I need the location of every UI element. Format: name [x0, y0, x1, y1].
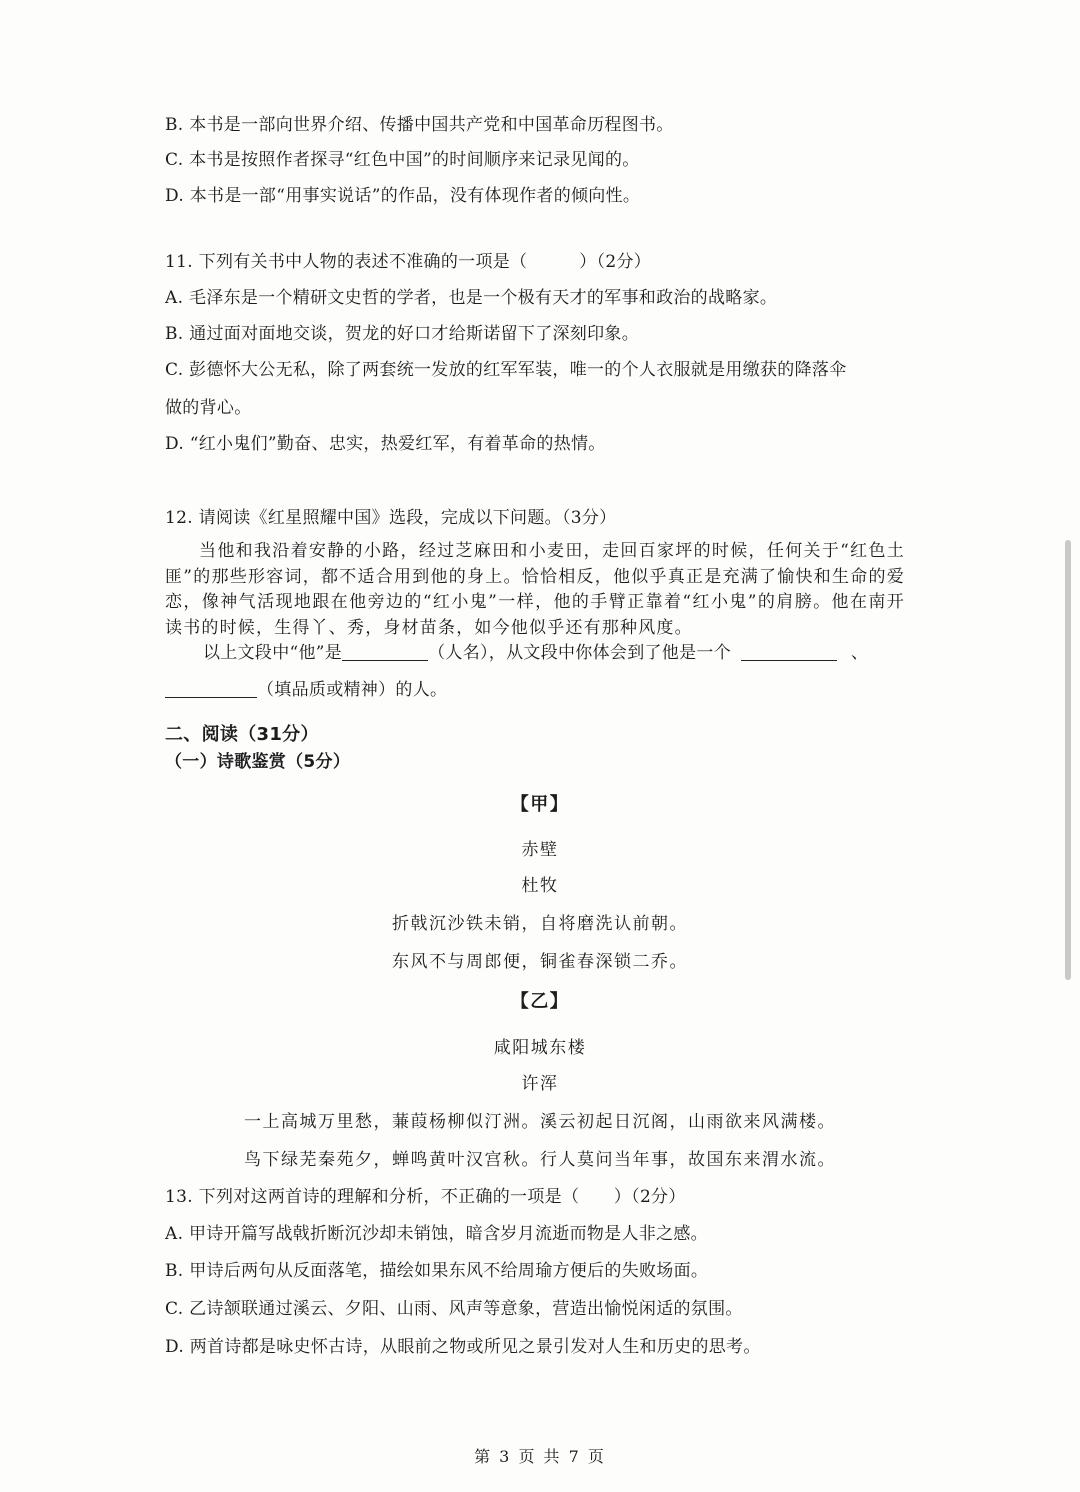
q12-question-part1: 以上文段中“他”是: [203, 643, 343, 663]
q12-passage: [165, 539, 905, 641]
poem-jia-line-1: 折戟沉沙铁未销，自将磨洗认前朝。: [392, 914, 688, 934]
q12-question-part3: （填品质或精神）的人。: [257, 680, 448, 700]
q13-option-b: B. 甲诗后两句从反面落笔，描绘如果东风不给周瑜方便后的失败场面。: [165, 1261, 709, 1281]
q10-option-d: D. 本书是一部“用事实说话”的作品，没有体现作者的倾向性。: [165, 186, 641, 206]
q11-option-c-cont: 做的背心。: [165, 398, 252, 418]
q10-option-c: C. 本书是按照作者探寻“红色中国”的时间顺序来记录见闻的。: [165, 150, 640, 170]
q13-option-d: D. 两首诗都是咏史怀古诗，从眼前之物或所见之景引发对人生和历史的思考。: [165, 1337, 761, 1357]
answer-blank-quality-1[interactable]: [741, 642, 837, 661]
scrollbar-thumb[interactable]: [1065, 540, 1071, 980]
q12-question-part2: （人名），从文段中你体会到了他是一个: [428, 643, 731, 663]
q12-separator: 、: [851, 643, 869, 663]
q11-option-d: D. “红小鬼们”勤奋、忠实，热爱红军，有着革命的热情。: [165, 434, 606, 454]
section-2-subtitle: （一）诗歌鉴赏（5分）: [165, 752, 351, 772]
q11-stem: 11. 下列有关书中人物的表述不准确的一项是（ ）（2分）: [165, 252, 652, 272]
q11-option-b: B. 通过面对面地交谈，贺龙的好口才给斯诺留下了深刻印象。: [165, 324, 639, 344]
poem-jia-line-2: 东风不与周郎便，铜雀春深锁二乔。: [392, 952, 688, 972]
poem-yi-author: 许浑: [521, 1074, 559, 1094]
page-footer: 第 3 页 共 7 页: [474, 1447, 606, 1466]
q12-question-line1: [203, 641, 868, 665]
q13-stem: 13. 下列对这两首诗的理解和分析，不正确的一项是（ ）（2分）: [165, 1187, 686, 1207]
answer-blank-name[interactable]: [342, 642, 428, 661]
q10-option-b: B. 本书是一部向世界介绍、传播中国共产党和中国革命历程图书。: [165, 115, 674, 135]
poem-jia-label: 【甲】: [510, 794, 570, 815]
q13-option-c: C. 乙诗颔联通过溪云、夕阳、山雨、风声等意象，营造出愉悦闲适的氛围。: [165, 1299, 743, 1319]
q12-stem: 12. 请阅读《红星照耀中国》选段，完成以下问题。（3分）: [165, 508, 617, 528]
answer-blank-quality-2[interactable]: [165, 679, 257, 698]
q12-question-line2: [165, 678, 447, 702]
poem-jia-author: 杜牧: [521, 876, 559, 896]
q13-option-a: A. 甲诗开篇写战戟折断沉沙却未销蚀，暗含岁月流逝而物是人非之感。: [165, 1224, 708, 1244]
section-2-title: 二、阅读（31分）: [165, 724, 319, 745]
poem-yi-title: 咸阳城东楼: [493, 1038, 587, 1058]
poem-yi-line-1: 一上高城万里愁，蒹葭杨柳似汀洲。溪云初起日沉阁，山雨欲来风满楼。: [244, 1112, 836, 1132]
q11-option-a: A. 毛泽东是一个精研文史哲的学者，也是一个极有天才的军事和政治的战略家。: [165, 288, 778, 308]
q12-passage-text: 当他和我沿着安静的小路，经过芝麻田和小麦田，走回百家坪的时候，任何关于“红色土匪”的那些形容词，都不适合用到他的身上。恰恰相反，他似乎真正是充满了愉快和生命的爱恋，像神气活现地跟在他旁边的“红小鬼”一样，他的手臂正靠着“红小鬼”的肩膀。他在南开读书的时候，生得丫、秀，身材苗条，如今他似乎还有那种风度。: [165, 541, 905, 638]
poem-yi-label: 【乙】: [510, 991, 570, 1012]
q11-option-c: C. 彭德怀大公无私，除了两套统一发放的红军军装，唯一的个人衣服就是用缴获的降落伞: [165, 360, 847, 380]
poem-jia-title: 赤壁: [521, 840, 559, 860]
poem-yi-line-2: 鸟下绿芜秦苑夕，蝉鸣黄叶汉宫秋。行人莫问当年事，故国东来渭水流。: [244, 1150, 836, 1170]
